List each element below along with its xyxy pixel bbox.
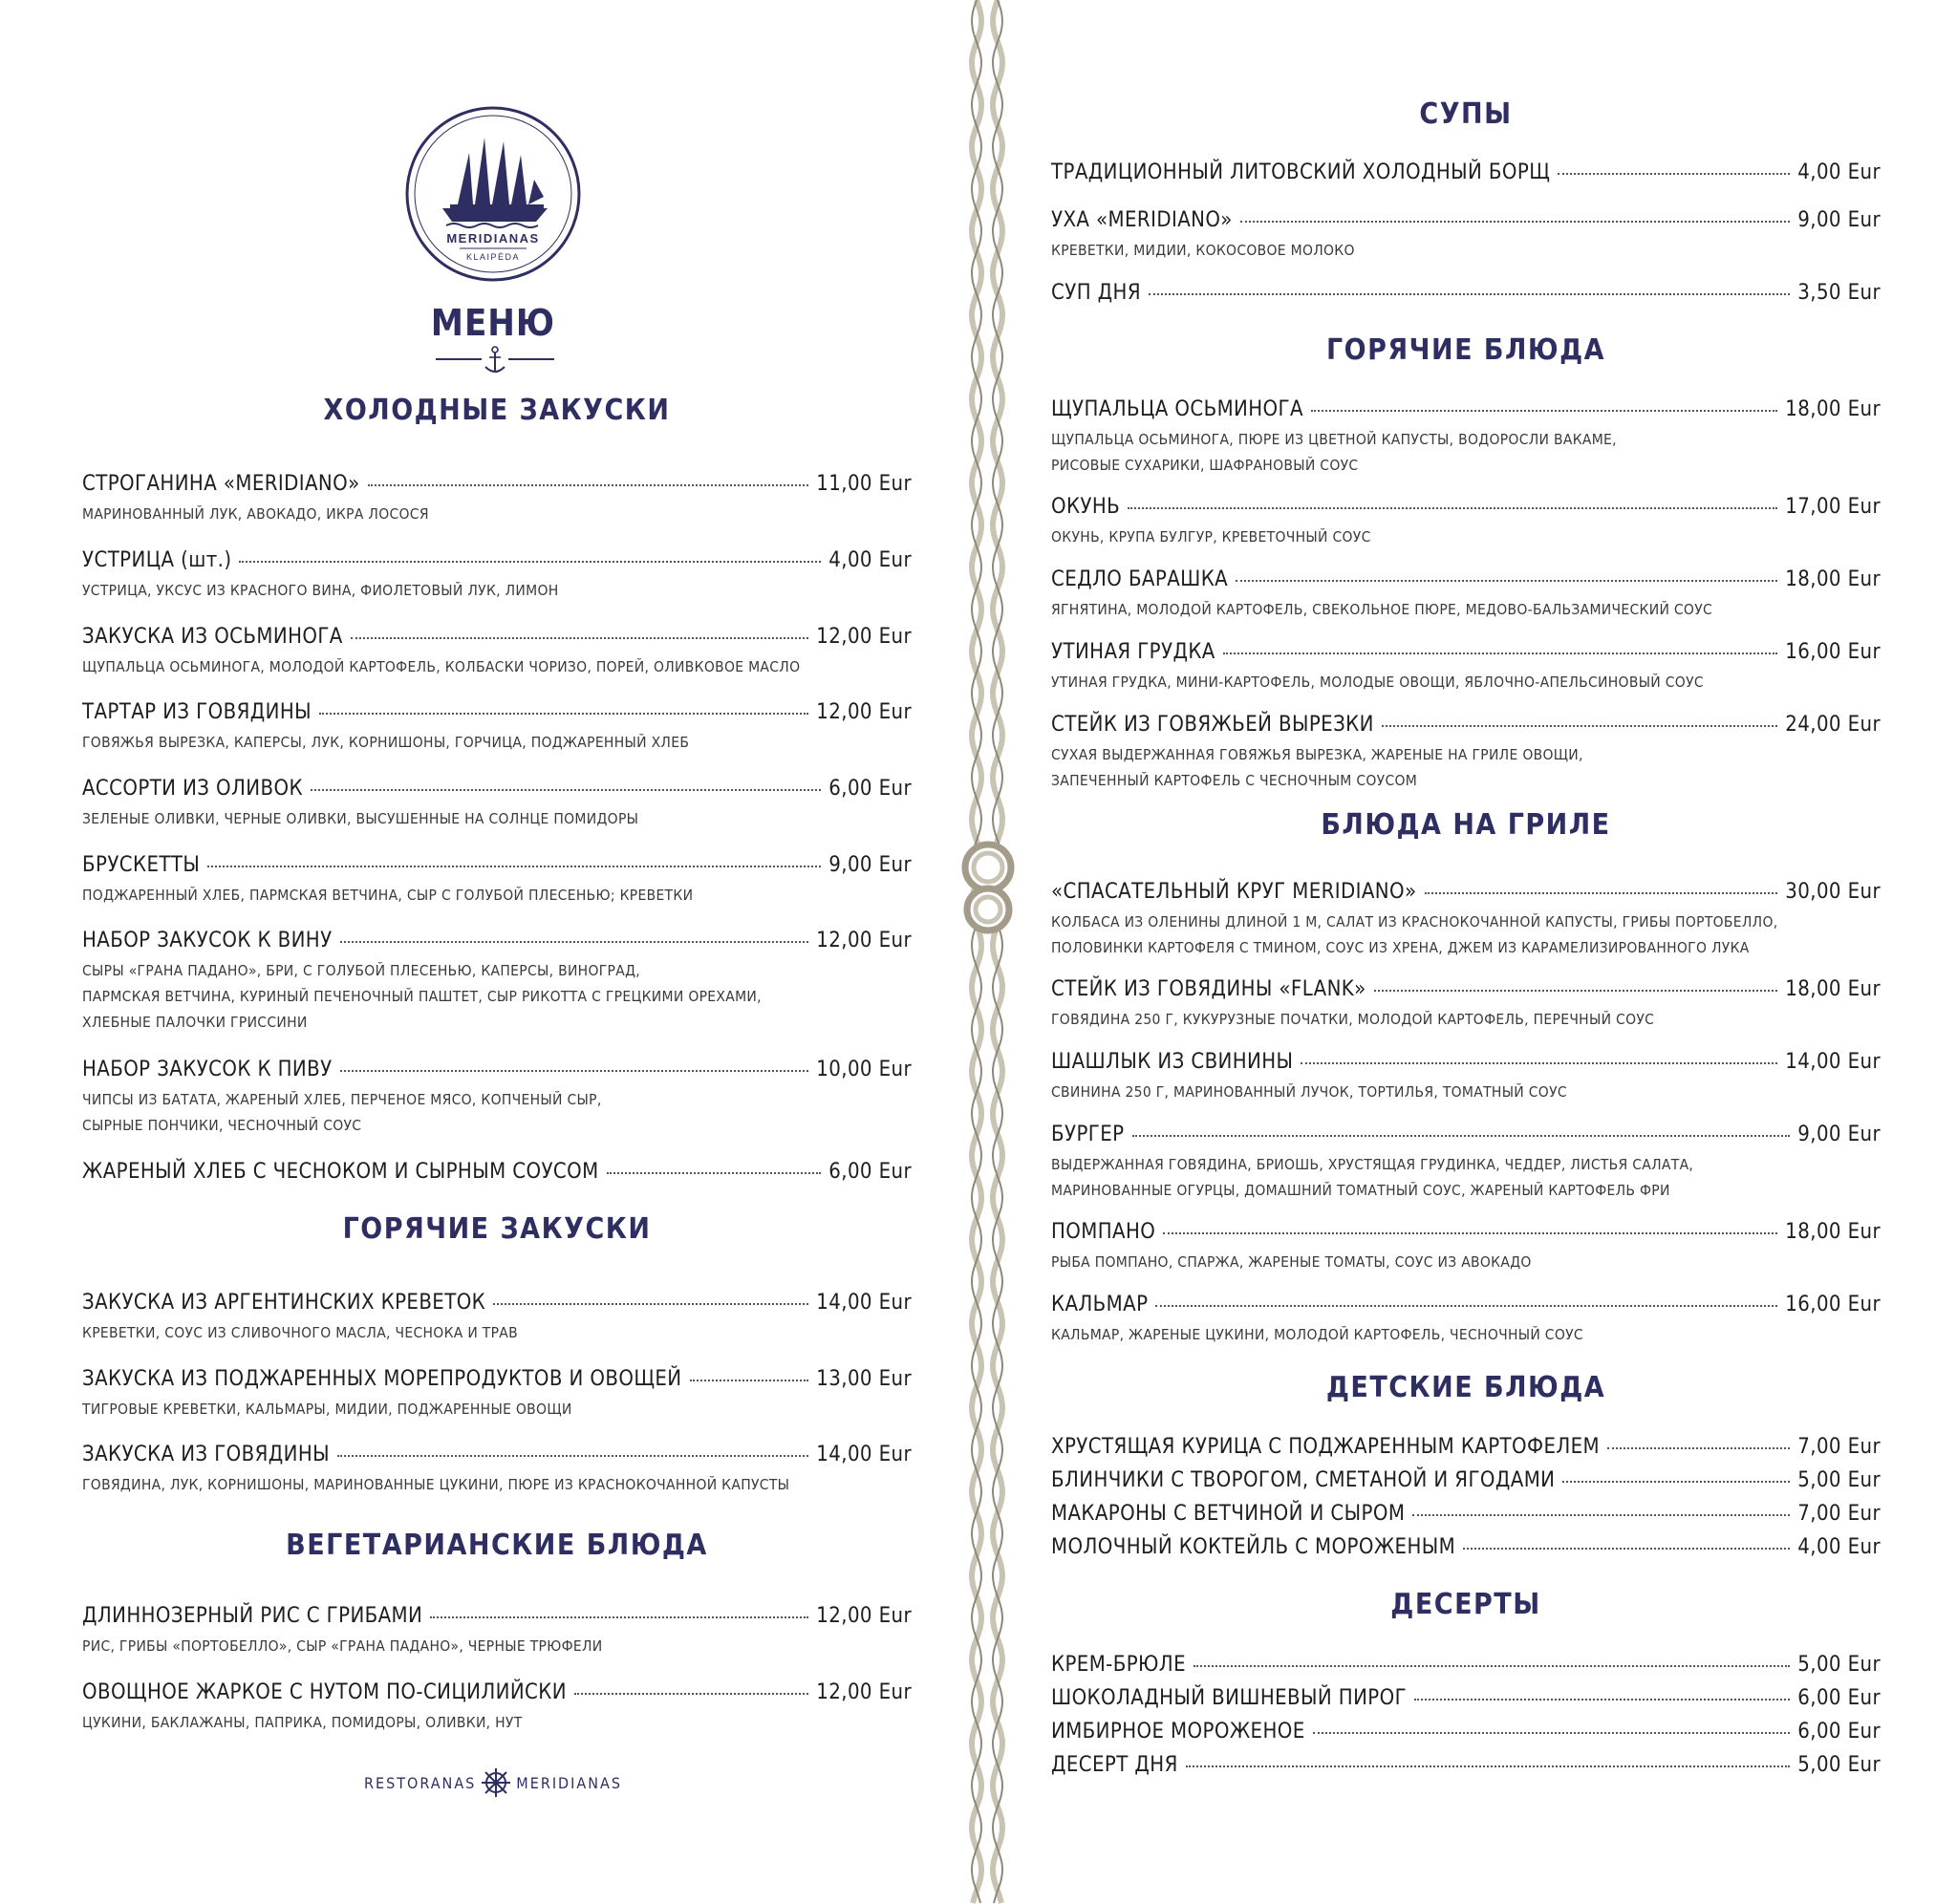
section-heading: ГОРЯЧИЕ ЗАКУСКИ [342,1212,652,1246]
dish-price: 9,00 Eur [1797,1123,1881,1146]
dish-description-line: ГОВЯДИНА, ЛУК, КОРНИШОНЫ, МАРИНОВАННЫЕ ЦУКИНИ, ПЮРЕ ИЗ КРАСНОКОЧАННОЙ КАПУСТЫ [82,1476,790,1493]
menu-item [1051,1468,1881,1492]
menu-item [1051,1653,1881,1677]
dish-price: 18,00 Eur [1785,977,1881,1001]
menu-item [1051,281,1881,305]
dotted-leader [1414,1699,1790,1701]
dish-price: 5,00 Eur [1797,1653,1881,1677]
dish-description-line: ВЫДЕРЖАННАЯ ГОВЯДИНА, БРИОШЬ, ХРУСТЯЩАЯ ГРУДИНКА, ЧЕДДЕР, ЛИСТЬЯ САЛАТА, [1051,1156,1694,1173]
dish-price: 6,00 Eur [828,777,912,801]
dotted-leader [1313,1732,1791,1734]
dish-price: 4,00 Eur [1797,160,1881,184]
menu-item [1051,208,1881,264]
menu-item [82,548,912,604]
section-heading: ХОЛОДНЫЕ ЗАКУСКИ [323,394,671,427]
dish-name: ЗАКУСКА ИЗ ОСЬМИНОГА [82,625,343,649]
menu-item [1051,160,1881,184]
section-heading: БЛЮДА НА ГРИЛЕ [1321,808,1611,842]
dotted-leader [1155,1305,1777,1307]
dish-description [1051,909,1881,961]
dish-description-line: СЫРНЫЕ ПОНЧИКИ, ЧЕСНОЧНЫЙ СОУС [82,1117,362,1134]
dotted-leader [1607,1447,1790,1449]
menu-item [1051,1535,1881,1559]
dotted-leader [239,561,821,563]
section-heading: ГОРЯЧИЕ БЛЮДА [1325,333,1606,367]
dish-description [82,730,912,756]
dotted-leader [207,866,821,867]
dish-price: 16,00 Eur [1785,640,1881,664]
dish-price: 13,00 Eur [816,1367,912,1391]
anchor-divider-icon [436,344,554,378]
dish-name: ОКУНЬ [1051,495,1121,519]
menu-item [1051,1720,1881,1744]
dish-description-line: МАРИНОВАННЫЕ ОГУРЦЫ, ДОМАШНИЙ ТОМАТНЫЙ СОУС, ЖАРЕНЫЙ КАРТОФЕЛЬ ФРИ [1051,1182,1670,1199]
dish-description-line: УТИНАЯ ГРУДКА, МИНИ-КАРТОФЕЛЬ, МОЛОДЫЕ ОВОЩИ, ЯБЛОЧНО-АПЕЛЬСИНОВЫЙ СОУС [1051,674,1704,691]
menu-item [1051,713,1881,794]
dotted-leader [1412,1514,1790,1516]
dish-description-line: ГОВЯДИНА 250 Г, КУКУРУЗНЫЕ ПОЧАТКИ, МОЛОДОЙ КАРТОФЕЛЬ, ПЕРЕЧНЫЙ СОУС [1051,1011,1655,1028]
dish-price: 30,00 Eur [1785,880,1881,904]
dish-description [1051,1322,1881,1348]
dish-name: БУРГЕР [1051,1123,1125,1146]
dish-price: 11,00 Eur [816,472,912,496]
dish-name: ЗАКУСКА ИЗ АРГЕНТИНСКИХ КРЕВЕТОК [82,1291,486,1315]
menu-item-row [1051,1050,1881,1074]
dotted-leader [1562,1481,1790,1483]
menu-item [82,472,912,527]
dotted-leader [574,1693,808,1695]
dish-description-line: ЦУКИНИ, БАКЛАЖАНЫ, ПАПРИКА, ПОМИДОРЫ, ОЛИВКИ, НУТ [82,1714,523,1731]
dish-description [1051,742,1881,794]
menu-item-row [1051,1502,1881,1526]
dish-price: 6,00 Eur [1797,1686,1881,1710]
menu-item-row [1051,1220,1881,1244]
menu-item [1051,397,1881,479]
menu-item-row [1051,880,1881,904]
dish-name: ЗАКУСКА ИЗ ПОДЖАРЕННЫХ МОРЕПРОДУКТОВ И ОВОЩЕЙ [82,1367,682,1391]
menu-item-row [1051,1686,1881,1710]
dish-description [1051,1250,1881,1275]
dish-description-line: РИС, ГРИБЫ «ПОРТОБЕЛЛО», СЫР «ГРАНА ПАДАНО», ЧЕРНЫЕ ТРЮФЕЛИ [82,1637,603,1655]
dish-description [1051,524,1881,550]
dish-price: 18,00 Eur [1785,397,1881,421]
dish-price: 5,00 Eur [1797,1468,1881,1492]
menu-item [1051,977,1881,1033]
dish-description-line: РЫБА ПОМПАНО, СПАРЖА, ЖАРЕНЫЕ ТОМАТЫ, СОУС ИЗ АВОКАДО [1051,1253,1532,1271]
dish-name: ПОМПАНО [1051,1220,1156,1244]
dish-description-line: ЗАПЕЧЕННЫЙ КАРТОФЕЛЬ С ЧЕСНОЧНЫМ СОУСОМ [1051,772,1418,789]
dish-description-line: ПОЛОВИНКИ КАРТОФЕЛЯ С ТМИНОМ, СОУС ИЗ ХРЕНА, ДЖЕМ ИЗ КАРАМЕЛИЗИРОВАННОГО ЛУКА [1051,939,1750,956]
dish-price: 16,00 Eur [1785,1293,1881,1316]
dotted-leader [1149,293,1790,295]
menu-item [1051,1753,1881,1777]
dish-name: СЕДЛО БАРАШКА [1051,567,1229,591]
dotted-leader [340,1070,809,1072]
dish-description-line: СУХАЯ ВЫДЕРЖАННАЯ ГОВЯЖЬЯ ВЫРЕЗКА, ЖАРЕНЫЕ НА ГРИЛЕ ОВОЩИ, [1051,746,1583,763]
menu-item [1051,640,1881,695]
footer-brand-right: MERIDIANAS [516,1773,622,1792]
menu-item-row [1051,567,1881,591]
menu-item-row [1051,495,1881,519]
menu-item-row [1051,640,1881,664]
dish-description-line: КОЛБАСА ИЗ ОЛЕНИНЫ ДЛИНОЙ 1 М, САЛАТ ИЗ КРАСНОКОЧАННОЙ КАПУСТЫ, ГРИБЫ ПОРТОБЕЛЛО, [1051,913,1778,931]
menu-item-row [82,929,912,952]
menu-item-row [1051,1753,1881,1777]
menu-item-row [1051,1435,1881,1459]
dotted-leader [368,484,809,486]
footer-brand-left: RESTORANAS [364,1773,477,1792]
menu-item [82,625,912,680]
dotted-leader [493,1303,808,1305]
dish-description-line: СВИНИНА 250 Г, МАРИНОВАННЫЙ ЛУЧОК, ТОРТИЛЬЯ, ТОМАТНЫЙ СОУС [1051,1083,1567,1101]
dotted-leader [1240,221,1790,223]
menu-item-row [82,777,912,801]
menu-item [1051,880,1881,961]
dotted-leader [430,1616,808,1618]
dish-name: УТИНАЯ ГРУДКА [1051,640,1215,664]
dish-name: КРЕМ-БРЮЛЕ [1051,1653,1186,1677]
dotted-leader [1311,410,1777,412]
dish-price: 4,00 Eur [828,548,912,572]
dotted-leader [607,1172,822,1174]
dish-price: 12,00 Eur [816,700,912,724]
dish-description-line: ХЛЕБНЫЕ ПАЛОЧКИ ГРИССИНИ [82,1014,308,1031]
dish-name: УХА «MERIDIANO» [1051,208,1233,232]
dish-description [82,1710,912,1736]
dotted-leader [1186,1765,1791,1767]
menu-item [1051,1123,1881,1204]
menu-item-row [82,1058,912,1081]
menu-item-row [82,1367,912,1391]
menu-item [1051,1050,1881,1105]
dish-price: 4,00 Eur [1797,1535,1881,1559]
dish-name: ДЕСЕРТ ДНЯ [1051,1753,1178,1777]
dish-description-line: ЯГНЯТИНА, МОЛОДОЙ КАРТОФЕЛЬ, СВЕКОЛЬНОЕ ПЮРЕ, МЕДОВО-БАЛЬЗАМИЧЕСКИЙ СОУС [1051,601,1713,618]
dish-name: «СПАСАТЕЛЬНЫЙ КРУГ MERIDIANO» [1051,880,1417,904]
dish-description-line: ТИГРОВЫЕ КРЕВЕТКИ, КАЛЬМАРЫ, МИДИИ, ПОДЖАРЕННЫЕ ОВОЩИ [82,1401,572,1418]
dish-description-line: ОКУНЬ, КРУПА БУЛГУР, КРЕВЕТОЧНЫЙ СОУС [1051,528,1371,546]
dotted-leader [1194,1665,1790,1667]
dish-name: БРУСКЕТТЫ [82,853,201,877]
menu-item-row [82,853,912,877]
menu-item-row [1051,160,1881,184]
dish-description-line: ЩУПАЛЬЦА ОСЬМИНОГА, МОЛОДОЙ КАРТОФЕЛЬ, КОЛБАСКИ ЧОРИЗО, ПОРЕЙ, ОЛИВКОВОЕ МАСЛО [82,658,801,675]
dish-name: ТАРТАР ИЗ ГОВЯДИНЫ [82,700,312,724]
dish-name: ХРУСТЯЩАЯ КУРИЦА С ПОДЖАРЕННЫМ КАРТОФЕЛЕМ [1051,1435,1601,1459]
dotted-leader [690,1380,809,1381]
dish-name: СУП ДНЯ [1051,281,1141,305]
section-heading: ВЕГЕТАРИАНСКИЕ БЛЮДА [286,1529,708,1562]
dish-name: УСТРИЦА (шт.) [82,548,232,572]
dotted-leader [1301,1062,1777,1064]
dish-price: 12,00 Eur [816,625,912,649]
menu-item-row [1051,977,1881,1001]
dish-price: 18,00 Eur [1785,567,1881,591]
menu-item-row [82,1680,912,1704]
dish-description-line: ГОВЯЖЬЯ ВЫРЕЗКА, КАПЕРСЫ, ЛУК, КОРНИШОНЫ, ГОРЧИЦА, ПОДЖАРЕННЫЙ ХЛЕБ [82,734,690,751]
dish-price: 12,00 Eur [816,1680,912,1704]
dish-price: 3,50 Eur [1797,281,1881,305]
dish-name: ДЛИННОЗЕРНЫЙ РИС С ГРИБАМИ [82,1604,423,1628]
dish-description [82,1087,912,1139]
dish-description [82,883,912,909]
menu-item [1051,1435,1881,1459]
dish-price: 10,00 Eur [816,1058,912,1081]
dish-name: БЛИНЧИКИ С ТВОРОГОМ, СМЕТАНОЙ И ЯГОДАМИ [1051,1468,1556,1492]
dish-price: 14,00 Eur [816,1443,912,1466]
menu-item-row [1051,397,1881,421]
dish-description [82,1634,912,1659]
dish-name: ШАШЛЫК ИЗ СВИНИНЫ [1051,1050,1294,1074]
dish-description-line: КРЕВЕТКИ, СОУС ИЗ СЛИВОЧНОГО МАСЛА, ЧЕСНОКА И ТРАВ [82,1324,519,1341]
menu-item-row [82,1291,912,1315]
menu-item [82,1291,912,1346]
dish-price: 9,00 Eur [828,853,912,877]
menu-item [1051,1220,1881,1275]
dish-description-line: КРЕВЕТКИ, МИДИИ, КОКОСОВОЕ МОЛОКО [1051,242,1355,259]
dish-name: ТРАДИЦИОННЫЙ ЛИТОВСКИЙ ХОЛОДНЫЙ БОРЩ [1051,160,1551,184]
dotted-leader [1425,892,1778,894]
section-heading: СУПЫ [1419,97,1513,131]
dish-name: СТРОГАНИНА «MERIDIANO» [82,472,360,496]
dish-description [1051,427,1881,479]
menu-item [82,1443,912,1498]
footer-brand [344,1764,642,1802]
menu-item-row [1051,1123,1881,1146]
menu-item [82,700,912,756]
dish-name: СТЕЙК ИЗ ГОВЯДИНЫ «FLANK» [1051,977,1366,1001]
menu-item [1051,567,1881,623]
dish-description [82,958,912,1036]
menu-title: МЕНЮ [430,302,556,344]
dish-price: 7,00 Eur [1797,1502,1881,1526]
dish-price: 12,00 Eur [816,1604,912,1628]
dish-description [82,654,912,680]
dotted-leader [1374,990,1778,992]
dish-description [82,806,912,832]
menu-item [82,1604,912,1659]
menu-item-row [1051,1535,1881,1559]
dish-description [1051,597,1881,623]
section-heading: ДЕТСКИЕ БЛЮДА [1325,1371,1606,1404]
dish-description-line: ЩУПАЛЬЦА ОСЬМИНОГА, ПЮРЕ ИЗ ЦВЕТНОЙ КАПУСТЫ, ВОДОРОСЛИ ВАКАМЕ, [1051,431,1617,448]
dish-name: ИМБИРНОЕ МОРОЖЕНОЕ [1051,1720,1305,1744]
meridianas-ship-logo [404,105,582,283]
ship-wheel-icon [480,1766,512,1799]
dish-description-line: МАРИНОВАННЫЙ ЛУК, АВОКАДО, ИКРА ЛОСОСЯ [82,505,429,523]
menu-item [82,777,912,832]
menu-item-row [1051,281,1881,305]
dish-description [82,502,912,527]
dish-name: СТЕЙК ИЗ ГОВЯЖЬЕЙ ВЫРЕЗКИ [1051,713,1374,737]
dish-name: НАБОР ЗАКУСОК К ПИВУ [82,1058,333,1081]
dish-name: ЖАРЕНЫЙ ХЛЕБ С ЧЕСНОКОМ И СЫРНЫМ СОУСОМ [82,1160,599,1184]
dish-description [1051,1080,1881,1105]
dotted-leader [351,637,809,639]
dish-name: ОВОЩНОЕ ЖАРКОЕ С НУТОМ ПО-СИЦИЛИЙСКИ [82,1680,567,1704]
dish-name: НАБОР ЗАКУСОК К ВИНУ [82,929,333,952]
menu-item [1051,1293,1881,1348]
menu-item-row [1051,713,1881,737]
menu-item-row [1051,1653,1881,1677]
menu-item [82,1058,912,1139]
menu-item [82,1367,912,1423]
dotted-leader [1558,173,1790,175]
dish-price: 18,00 Eur [1785,1220,1881,1244]
menu-item-row [1051,1293,1881,1316]
dotted-leader [319,713,808,715]
dish-description [82,1397,912,1423]
dish-description-line: ПОДЖАРЕННЫЙ ХЛЕБ, ПАРМСКАЯ ВЕТЧИНА, СЫР С ГОЛУБОЙ ПЛЕСЕНЬЮ; КРЕВЕТКИ [82,887,694,904]
dish-price: 12,00 Eur [816,929,912,952]
dotted-leader [1463,1548,1790,1550]
dish-price: 14,00 Eur [816,1291,912,1315]
dish-description [82,578,912,604]
dish-description-line: УСТРИЦА, УКСУС ИЗ КРАСНОГО ВИНА, ФИОЛЕТОВЫЙ ЛУК, ЛИМОН [82,582,559,599]
rope-divider [959,0,1017,1904]
menu-item [1051,495,1881,550]
dish-description [82,1472,912,1498]
dish-price: 6,00 Eur [828,1160,912,1184]
menu-item-row [82,1443,912,1466]
menu-item [82,853,912,909]
dish-price: 6,00 Eur [1797,1720,1881,1744]
dish-description [1051,1007,1881,1033]
dotted-leader [1128,507,1777,509]
dotted-leader [1163,1232,1777,1234]
dish-name: АССОРТИ ИЗ ОЛИВОК [82,777,303,801]
dish-description [1051,238,1881,264]
dish-name: КАЛЬМАР [1051,1293,1149,1316]
dish-description-line: ЗЕЛЕНЫЕ ОЛИВКИ, ЧЕРНЫЕ ОЛИВКИ, ВЫСУШЕННЫЕ НА СОЛНЦЕ ПОМИДОРЫ [82,810,639,827]
dish-name: МОЛОЧНЫЙ КОКТЕЙЛЬ С МОРОЖЕНЫМ [1051,1535,1456,1559]
dish-name: МАКАРОНЫ С ВЕТЧИНОЙ И СЫРОМ [1051,1502,1406,1526]
dotted-leader [1382,725,1777,727]
menu-item-row [82,625,912,649]
dish-name: ШОКОЛАДНЫЙ ВИШНЕВЫЙ ПИРОГ [1051,1686,1408,1710]
menu-item-row [82,1160,912,1184]
menu-item [82,929,912,1036]
dish-price: 14,00 Eur [1785,1050,1881,1074]
dotted-leader [340,941,809,943]
dish-price: 24,00 Eur [1785,713,1881,737]
menu-item-row [82,1604,912,1628]
menu-item-row [82,472,912,496]
dotted-leader [311,789,821,791]
dish-price: 9,00 Eur [1797,208,1881,232]
dish-name: ЗАКУСКА ИЗ ГОВЯДИНЫ [82,1443,331,1466]
dish-description [1051,670,1881,695]
dish-description [82,1320,912,1346]
dish-price: 7,00 Eur [1797,1435,1881,1459]
menu-item [1051,1502,1881,1526]
dotted-leader [337,1455,808,1457]
menu-item-row [82,548,912,572]
menu-item [1051,1686,1881,1710]
dish-description [1051,1152,1881,1204]
menu-item-row [1051,1468,1881,1492]
logo-city: KLAIPĖDA [465,252,521,262]
dish-description-line: ПАРМСКАЯ ВЕТЧИНА, КУРИНЫЙ ПЕЧЕНОЧНЫЙ ПАШТЕТ, СЫР РИКОТТА С ГРЕЦКИМИ ОРЕХАМИ, [82,988,762,1005]
menu-item [82,1680,912,1736]
section-heading: ДЕСЕРТЫ [1390,1588,1541,1621]
dish-name: ЩУПАЛЬЦА ОСЬМИНОГА [1051,397,1303,421]
dotted-leader [1236,580,1777,582]
dotted-leader [1223,652,1778,654]
dish-description-line: ЧИПСЫ ИЗ БАТАТА, ЖАРЕНЫЙ ХЛЕБ, ПЕРЧЕНОЕ МЯСО, КОПЧЕНЫЙ СЫР, [82,1091,602,1108]
menu-item [82,1160,912,1184]
dish-description-line: КАЛЬМАР, ЖАРЕНЫЕ ЦУКИНИ, МОЛОДОЙ КАРТОФЕЛЬ, ЧЕСНОЧНЫЙ СОУС [1051,1326,1583,1343]
dish-description-line: СЫРЫ «ГРАНА ПАДАНО», БРИ, С ГОЛУБОЙ ПЛЕСЕНЬЮ, КАПЕРСЫ, ВИНОГРАД, [82,962,641,979]
menu-item-row [82,700,912,724]
dish-price: 5,00 Eur [1797,1753,1881,1777]
dotted-leader [1132,1135,1791,1137]
dish-price: 17,00 Eur [1785,495,1881,519]
logo-name: MERIDIANAS [446,231,540,246]
menu-item-row [1051,208,1881,232]
dish-description-line: РИСОВЫЕ СУХАРИКИ, ШАФРАНОВЫЙ СОУС [1051,457,1359,474]
menu-item-row [1051,1720,1881,1744]
